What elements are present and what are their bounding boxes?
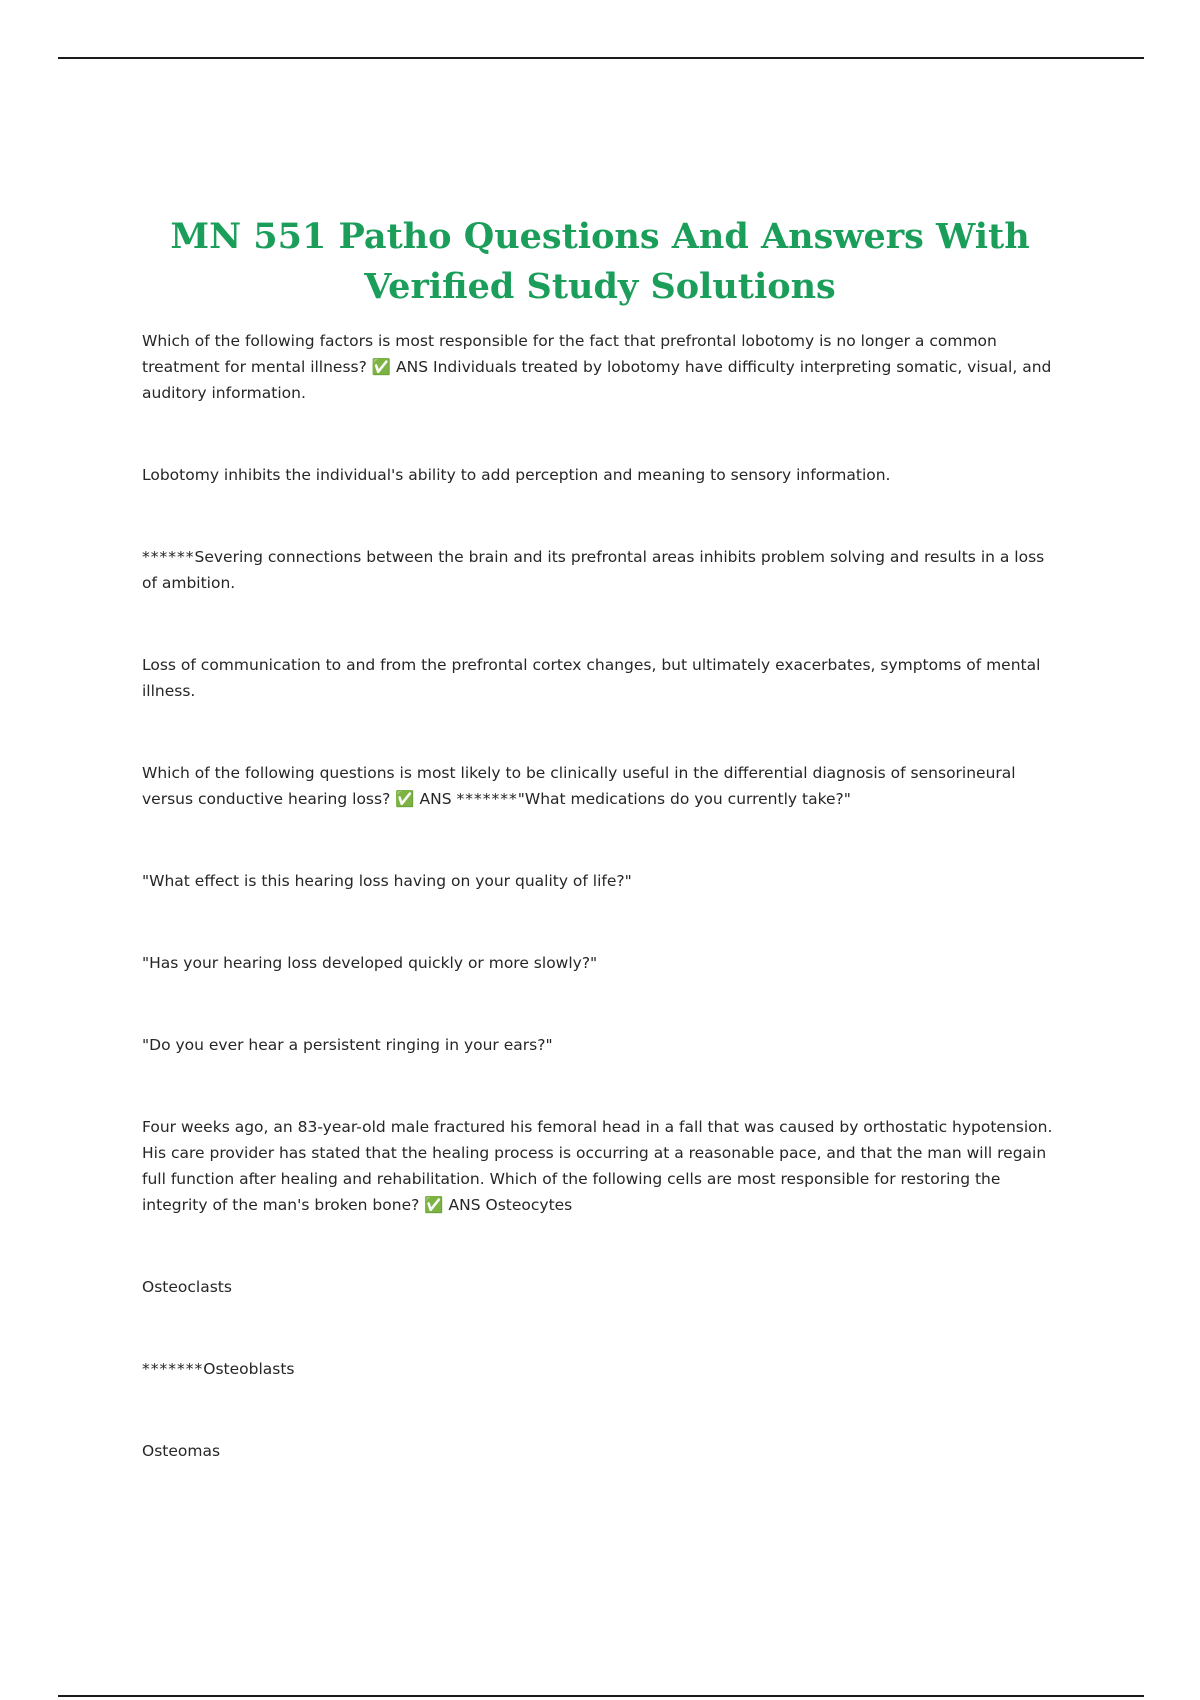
option-correct-text: Severing connections between the brain and its prefrontal areas inhibits problem solving and results in a loss of ambition. (142, 548, 1045, 592)
option-text: "What effect is this hearing loss having on your quality of life?" (142, 872, 632, 890)
check-icon: ✅ (424, 1196, 444, 1214)
option-correct (142, 1356, 1062, 1382)
document-body (142, 328, 1062, 1464)
question-3 (142, 1114, 1062, 1218)
answer-1-text: Individuals treated by lobotomy have difficulty interpreting somatic, visual, and auditory information. (142, 358, 1052, 402)
top-rule (58, 57, 1144, 59)
option-text: Lobotomy inhibits the individual's ability to add perception and meaning to sensory information. (142, 466, 891, 484)
question-2 (142, 760, 1062, 812)
option-correct-text: Osteoblasts (203, 1360, 295, 1378)
answer-2-text: "What medications do you currently take?" (517, 790, 851, 808)
question-2-text: Which of the following questions is most likely to be clinically useful in the differential diagnosis of sensorineural versus conductive hearing loss? (142, 764, 1016, 808)
correct-marker: ******* (456, 790, 518, 808)
option-text: "Has your hearing loss developed quickly or more slowly?" (142, 954, 598, 972)
answer-prefix: ANS (448, 1196, 481, 1214)
answer-3-text: Osteocytes (485, 1196, 573, 1214)
answer-prefix: ANS (396, 358, 429, 376)
option-text: Osteoclasts (142, 1278, 232, 1296)
option-text: Osteomas (142, 1442, 221, 1460)
question-1-text: Which of the following factors is most responsible for the fact that prefrontal lobotomy is no longer a common treatment for mental illness? (142, 332, 997, 376)
correct-marker: ******* (142, 1360, 204, 1378)
check-icon: ✅ (371, 358, 392, 376)
question-3-text: Four weeks ago, an 83-year-old male fractured his femoral head in a fall that was caused by orthostatic hypotension. His care provider has stated that the healing process is occurring at a reasonable pace, and that the man will regain full function after healing and rehabilitation. Which of the following cells are most responsible for restoring the integrity of the man's broken bone? (142, 1118, 1053, 1214)
bottom-rule (58, 1695, 1144, 1697)
document-title: MN 551 Patho Questions And Answers With Verified Study Solutions (170, 216, 1030, 307)
option-correct (142, 544, 1062, 596)
answer-prefix: ANS (419, 790, 452, 808)
option-text: Loss of communication to and from the prefrontal cortex changes, but ultimately exacerbates, symptoms of mental illness. (142, 656, 1041, 700)
question-1 (142, 328, 1062, 406)
correct-marker: ****** (142, 548, 195, 566)
check-icon: ✅ (395, 790, 415, 808)
option-text: "Do you ever hear a persistent ringing in your ears?" (142, 1036, 553, 1054)
